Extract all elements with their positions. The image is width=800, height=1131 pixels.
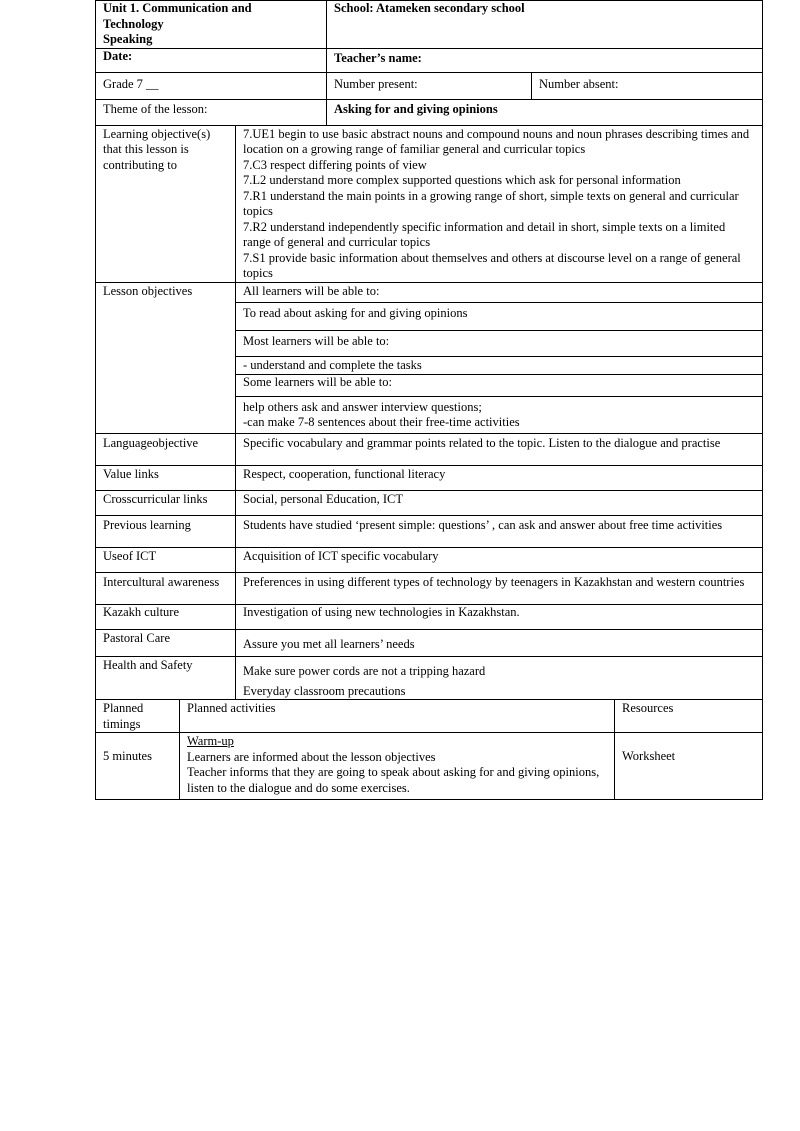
- timing-cell: 5 minutes: [96, 733, 180, 800]
- theme-label: Theme of the lesson:: [96, 99, 327, 125]
- intercultural-value: Preferences in using different types of technology by teenagers in Kazakhstan and western countries: [236, 573, 763, 605]
- grade-label: Grade 7 __: [96, 72, 327, 99]
- planned-activities-header: Planned activities: [180, 700, 615, 733]
- unit-title: Unit 1. Communication and: [103, 1, 252, 15]
- unit-cell: [96, 1, 327, 49]
- previous-learning-value: Students have studied ‘present simple: questions’ , can ask and answer about free time activities: [236, 516, 763, 548]
- plan-table: [95, 699, 763, 800]
- resources-header: Resources: [615, 700, 763, 733]
- unit-title-2: Technology: [103, 16, 164, 31]
- header-table: [95, 0, 763, 126]
- unit-skill: Speaking: [103, 32, 153, 46]
- learning-objectives-label: Learning objective(s) that this lesson is contributing to: [96, 125, 236, 282]
- crosscurricular-label: Crosscurricular links: [96, 491, 236, 516]
- kazakh-culture-value: Investigation of using new technologies in Kazakhstan.: [236, 605, 763, 630]
- date-label: Date:: [96, 48, 327, 72]
- warm-up-heading: Warm-up: [187, 734, 234, 748]
- planned-timings-header: Planned timings: [96, 700, 180, 733]
- health-safety-value: [236, 657, 763, 700]
- activity-line-1: Learners are informed about the lesson objectives: [187, 749, 436, 764]
- health-safety-label: Health and Safety: [96, 657, 236, 700]
- number-present-label: Number present:: [327, 72, 532, 99]
- language-objective-value: Specific vocabulary and grammar points related to the topic. Listen to the dialogue and practise: [236, 434, 763, 466]
- activity-line-2: Teacher informs that they are going to speak about asking for and giving opinions, listen to the dialogue and do some exercises.: [187, 765, 600, 795]
- previous-learning-label: Previous learning: [96, 516, 236, 548]
- some-learners-text-1: help others ask and answer interview questions;: [243, 399, 482, 414]
- intercultural-label: Intercultural awareness: [96, 573, 236, 605]
- most-learners-text: - understand and complete the tasks: [236, 357, 762, 375]
- learning-objectives-list: [236, 125, 763, 282]
- most-learners-label: Most learners will be able to:: [236, 331, 762, 357]
- some-learners-text-2: -can make 7-8 sentences about their free-time activities: [243, 415, 520, 429]
- use-of-ict-label: Useof ICT: [96, 548, 236, 573]
- value-links-label: Value links: [96, 466, 236, 491]
- lesson-plan-page: [95, 0, 762, 800]
- lesson-objectives-label: Lesson objectives: [96, 282, 236, 434]
- activity-cell: [180, 733, 615, 800]
- details-table: [95, 125, 763, 701]
- value-links-value: Respect, cooperation, functional literacy: [236, 466, 763, 491]
- number-absent-label: Number absent:: [532, 72, 763, 99]
- language-objective-label: Languageobjective: [96, 434, 236, 466]
- objective-item: 7.UE1 begin to use basic abstract nouns and compound nouns and noun phrases describing times and location on a growing range of familiar general and curricular topics: [243, 126, 750, 156]
- lesson-objectives-cell: [236, 282, 763, 434]
- lesson-objectives-subtable: [236, 283, 762, 434]
- teacher-name-label: Teacher’s name:: [327, 48, 763, 72]
- objective-item: 7.L2 understand more complex supported questions which ask for personal information: [243, 173, 681, 187]
- health-safety-line-1: Make sure power cords are not a tripping hazard: [243, 664, 486, 678]
- objective-item: 7.R2 understand independently specific information and detail in short, simple texts on a limited range of general and curricular topics: [243, 219, 726, 249]
- all-learners-label: All learners will be able to:: [236, 283, 762, 303]
- some-learners-label: Some learners will be able to:: [236, 374, 762, 396]
- health-safety-line-2: Everyday classroom precautions: [243, 683, 406, 698]
- objective-item: 7.C3 respect differing points of view: [243, 157, 427, 172]
- pastoral-care-value: Assure you met all learners’ needs: [236, 630, 763, 657]
- some-learners-text: [236, 396, 762, 433]
- all-learners-text: To read about asking for and giving opinions: [236, 303, 762, 331]
- objective-item: 7.S1 provide basic information about themselves and others at discourse level on a range of general topics: [243, 250, 741, 280]
- kazakh-culture-label: Kazakh culture: [96, 605, 236, 630]
- pastoral-care-label: Pastoral Care: [96, 630, 236, 657]
- resource-cell: Worksheet: [615, 733, 763, 800]
- objective-item: 7.R1 understand the main points in a growing range of short, simple texts on general and curricular topics: [243, 188, 739, 218]
- theme-value: Asking for and giving opinions: [327, 99, 763, 125]
- crosscurricular-value: Social, personal Education, ICT: [236, 491, 763, 516]
- school-name: School: Atameken secondary school: [327, 1, 763, 49]
- use-of-ict-value: Acquisition of ICT specific vocabulary: [236, 548, 763, 573]
